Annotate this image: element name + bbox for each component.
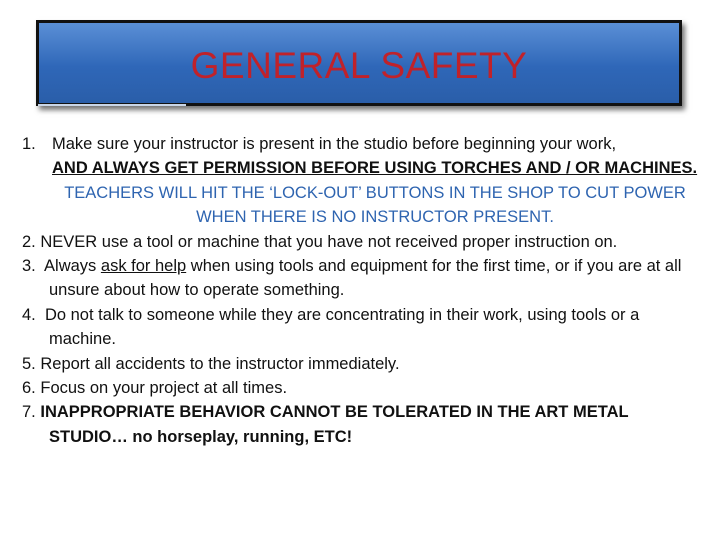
rule-item-3 bbox=[22, 254, 702, 303]
lockout-note: TEACHERS WILL HIT THE ‘LOCK-OUT’ BUTTONS IN THE SHOP TO CUT POWER WHEN THERE IS NO INSTRUCTOR PRESENT. bbox=[64, 183, 686, 227]
rule-number: 3. bbox=[22, 257, 36, 276]
ask-for-help-link[interactable]: ask for help bbox=[100, 257, 187, 276]
rule-number: 6. bbox=[22, 379, 36, 398]
rule-number: 2. bbox=[22, 232, 36, 251]
decorative-line bbox=[38, 104, 186, 106]
rule-item-4 bbox=[22, 303, 702, 352]
rule-number: 5. bbox=[22, 354, 36, 373]
rule-item-2 bbox=[22, 230, 702, 254]
rule-item-5 bbox=[22, 352, 702, 376]
rule-3-after: when using tools and equipment for the first time, or if you are at all unsure about how to operate something. bbox=[49, 257, 682, 300]
rule-5-text: Report all accidents to the instructor immediately. bbox=[40, 354, 400, 373]
title-banner bbox=[36, 20, 682, 106]
rule-6-text: Focus on your project at all times. bbox=[40, 379, 288, 398]
rule-item-6 bbox=[22, 376, 702, 400]
rule-number: 1. bbox=[22, 135, 36, 153]
rule-1-emphasis: AND ALWAYS GET PERMISSION BEFORE USING TORCHES AND / OR MACHINES. bbox=[52, 159, 698, 178]
rule-3-before: Always bbox=[44, 257, 101, 276]
page-title: GENERAL SAFETY bbox=[190, 45, 528, 86]
rule-7-text: INAPPROPRIATE BEHAVIOR CANNOT BE TOLERATED IN THE ART METAL STUDIO… no horseplay, running, ETC! bbox=[40, 403, 629, 446]
rule-item-7 bbox=[22, 400, 702, 449]
rule-4-text: Do not talk to someone while they are concentrating in their work, using tools or a machine. bbox=[44, 305, 640, 349]
safety-rules-list bbox=[22, 132, 702, 449]
rule-text bbox=[52, 132, 702, 181]
rule-number: 4. bbox=[22, 305, 36, 324]
rule-number: 7. bbox=[22, 403, 36, 422]
rule-2-text: NEVER use a tool or machine that you have not received proper instruction on. bbox=[40, 232, 618, 251]
rule-1-text: Make sure your instructor is present in the studio before beginning your work, bbox=[52, 135, 617, 153]
rule-item-1 bbox=[22, 132, 702, 181]
